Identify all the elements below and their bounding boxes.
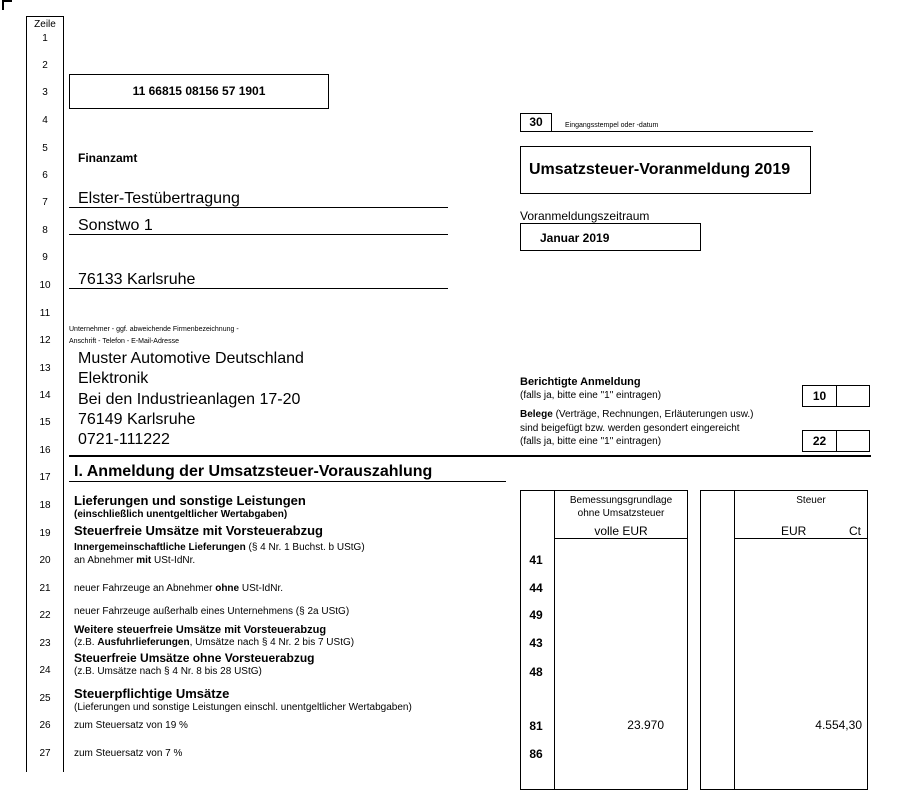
row-number: 13 <box>39 363 51 374</box>
col-bemessung-line1: Bemessungsgrundlage <box>569 495 673 506</box>
r18-sub: (einschließlich unentgeltlicher Wertabgaben) <box>74 509 288 520</box>
r18-title: Lieferungen und sonstige Leistungen <box>74 493 306 508</box>
row-number: 15 <box>39 417 51 428</box>
eingangsstempel-label: Eingangsstempel oder -datum <box>565 122 659 129</box>
row-number: 11 <box>39 308 51 319</box>
berichtigte-code: 10 <box>812 389 827 403</box>
r21-text <box>74 584 283 594</box>
berichtigte-subtitle: (falls ja, bitte eine "1" eintragen) <box>520 390 662 401</box>
row-number: 20 <box>39 555 51 566</box>
unternehmer-line4: 76149 Karlsruhe <box>78 411 196 428</box>
code-48: 48 <box>529 665 543 679</box>
r22-text: neuer Fahrzeuge außerhalb eines Unternehmens (§ 2a UStG) <box>74 606 350 617</box>
finanzamt-underline3 <box>69 288 448 289</box>
row-number: 25 <box>39 693 51 704</box>
kennzahl-30: 30 <box>529 115 543 129</box>
col-bemessung-unit: volle EUR <box>594 524 648 538</box>
belege-line3: (falls ja, bitte eine "1" eintragen) <box>520 436 662 447</box>
row-number: 4 <box>42 115 48 126</box>
row-number: 2 <box>42 60 48 71</box>
row-number: 19 <box>39 528 51 539</box>
r23-post: , Umsätze nach § 4 Nr. 2 bis 7 UStG) <box>189 637 355 648</box>
finanzamt-line3: 76133 Karlsruhe <box>78 271 196 288</box>
corner-mark <box>2 0 12 10</box>
row-number: 16 <box>39 445 51 456</box>
row-number: 8 <box>42 225 48 236</box>
r23-sub <box>74 638 354 648</box>
r24-sub: (z.B. Umsätze nach § 4 Nr. 8 bis 28 UStG) <box>74 666 262 677</box>
col-steuer-ct: Ct <box>849 524 861 538</box>
steuer-code-column-box <box>700 490 735 790</box>
berichtigte-title: Berichtigte Anmeldung <box>520 376 641 388</box>
form-title: Umsatzsteuer-Voranmeldung 2019 <box>529 161 791 178</box>
row-number: 10 <box>39 280 51 291</box>
belege-line1 <box>520 410 753 420</box>
row-number: 17 <box>39 472 51 483</box>
r20-line2 <box>74 556 195 566</box>
r21-pre: neuer Fahrzeuge an Abnehmer <box>74 583 216 594</box>
k81-bemessung-value[interactable]: 23.970 <box>627 718 664 732</box>
berichtigte-input[interactable] <box>836 385 870 407</box>
col-bemessung-line2: ohne Umsatzsteuer <box>577 508 665 519</box>
row-number: 18 <box>39 500 51 511</box>
r25-sub: (Lieferungen und sonstige Leistungen einschl. unentgeltlicher Wertabgaben) <box>74 702 412 713</box>
r20-line1 <box>74 543 365 553</box>
row-number: 12 <box>39 335 51 346</box>
unternehmer-line1: Muster Automotive Deutschland <box>78 350 304 367</box>
r20b-pre: an Abnehmer <box>74 555 137 566</box>
r20-bold: Innergemeinschaftliche Lieferungen <box>74 542 246 553</box>
r19-title: Steuerfreie Umsätze mit Vorsteuerabzug <box>74 523 323 538</box>
code-86: 86 <box>529 747 543 761</box>
r20b-bold: mit <box>136 555 152 566</box>
row-number: 7 <box>42 197 48 208</box>
row-number: 22 <box>39 610 51 621</box>
bemessung-header-rule <box>554 538 688 539</box>
r24-title: Steuerfreie Umsätze ohne Vorsteuerabzug <box>74 651 315 665</box>
belege-input[interactable] <box>836 430 870 452</box>
col-steuer-title: Steuer <box>796 495 826 506</box>
belege-rest: (Verträge, Rechnungen, Erläuterungen usw.) <box>552 409 754 420</box>
finanzamt-line2: Sonstwo 1 <box>78 217 153 234</box>
r20b-post: USt-IdNr. <box>151 555 196 566</box>
unternehmer-note1: Unternehmer - ggf. abweichende Firmenbezeichnung - <box>69 326 239 333</box>
row-number: 3 <box>42 87 48 98</box>
k81-steuer-value[interactable]: 4.554,30 <box>815 718 862 732</box>
code-49: 49 <box>529 608 543 622</box>
row-number: 6 <box>42 170 48 181</box>
row-number: 9 <box>42 252 48 263</box>
unternehmer-line3: Bei den Industrieanlagen 17-20 <box>78 391 301 408</box>
section-title-underline <box>69 481 506 482</box>
eingangsstempel-line <box>552 131 813 132</box>
row-number: 5 <box>42 143 48 154</box>
code-44: 44 <box>529 581 543 595</box>
code-43: 43 <box>529 636 543 650</box>
r20-rest: (§ 4 Nr. 1 Buchst. b UStG) <box>245 542 365 553</box>
r25-title: Steuerpflichtige Umsätze <box>74 686 230 701</box>
row-number: 23 <box>39 638 51 649</box>
finanzamt-label: Finanzamt <box>78 151 138 165</box>
row-number: 27 <box>39 748 51 759</box>
unternehmer-line5: 0721-111222 <box>78 431 170 448</box>
zeitraum-label: Voranmeldungszeitraum <box>520 209 650 223</box>
section-title: I. Anmeldung der Umsatzsteuer-Vorauszahlung <box>74 463 433 480</box>
row-number: 14 <box>39 390 51 401</box>
zeile-column-top-border <box>26 16 64 17</box>
finanzamt-line1: Elster-Testübertragung <box>78 190 240 207</box>
belege-bold: Belege <box>520 409 553 420</box>
r27-text: zum Steuersatz von 7 % <box>74 748 183 759</box>
r23-pre: (z.B. <box>74 637 98 648</box>
row-number: 1 <box>42 33 48 44</box>
col-steuer-eur: EUR <box>781 524 807 538</box>
belege-line2: sind beigefügt bzw. werden gesondert eingereicht <box>520 423 740 434</box>
finanzamt-underline2 <box>69 234 448 235</box>
steuernummer: 11 66815 08156 57 1901 <box>132 84 266 98</box>
r23-bold: Ausfuhrlieferungen <box>97 637 190 648</box>
steuer-header-rule <box>734 538 868 539</box>
r23-title: Weitere steuerfreie Umsätze mit Vorsteuerabzug <box>74 624 327 636</box>
row-number: 26 <box>39 720 51 731</box>
r21-bold: ohne <box>215 583 240 594</box>
section-top-rule <box>69 455 871 457</box>
row-number: 21 <box>39 583 51 594</box>
code-81: 81 <box>529 719 543 733</box>
unternehmer-line2: Elektronik <box>78 370 149 387</box>
code-41: 41 <box>529 553 543 567</box>
zeitraum-value: Januar 2019 <box>540 231 610 245</box>
row-number: 24 <box>39 665 51 676</box>
r26-text: zum Steuersatz von 19 % <box>74 720 188 731</box>
r21-post: USt-IdNr. <box>239 583 284 594</box>
belege-code: 22 <box>812 434 827 448</box>
finanzamt-underline1 <box>69 207 448 208</box>
zeile-label: Zeile <box>34 19 56 30</box>
unternehmer-note2: Anschrift - Telefon - E-Mail-Adresse <box>69 338 179 345</box>
